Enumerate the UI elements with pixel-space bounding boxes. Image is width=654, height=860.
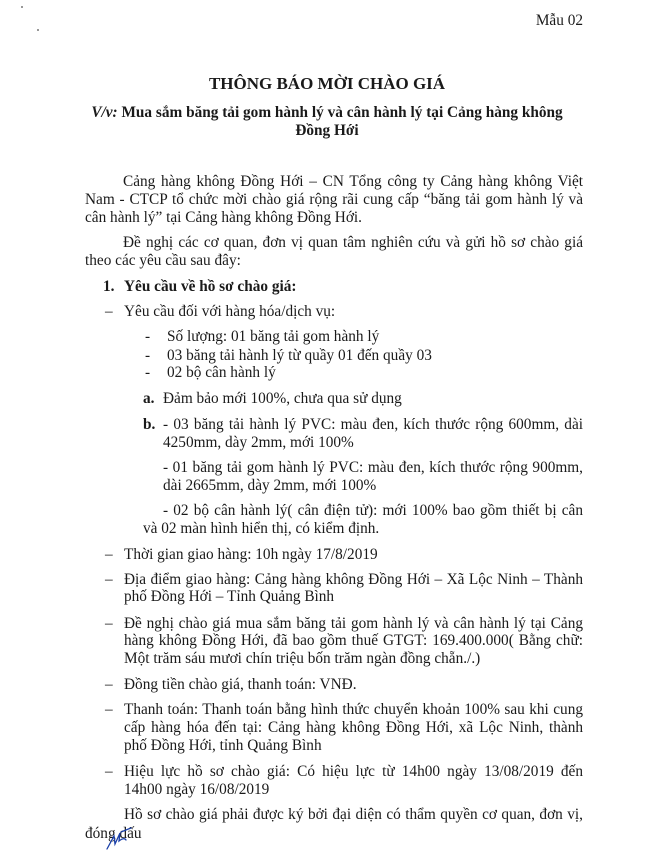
bullet-dash: –	[105, 546, 113, 563]
document-title: THÔNG BÁO MỜI CHÀO GIÁ	[208, 74, 446, 93]
item-b-label: b.	[143, 416, 156, 433]
sub-dash: -	[145, 328, 151, 345]
item-b-spec: và 02 màn hình hiển thị, có kiểm định.	[143, 520, 380, 537]
delivery-place: phố Đồng Hới – Tỉnh Quảng Bình	[124, 588, 335, 605]
bullet-dash: –	[105, 763, 113, 780]
bullet-dash: –	[105, 701, 113, 718]
validity-line: 14h00 ngày 16/08/2019	[124, 781, 270, 798]
payment-line: phố Đồng Hới, tỉnh Quảng Bình	[124, 737, 322, 754]
goods-label: Yêu cầu đối với hàng hóa/dịch vụ:	[124, 303, 336, 320]
request-line: Đề nghị các cơ quan, đơn vị quan tâm nghiên cứu và gửi hồ sơ chào giá	[123, 234, 583, 251]
delivery-place: Địa điểm giao hàng: Cảng hàng không Đồng Hới – Xã Lộc Ninh – Thành	[124, 571, 583, 588]
subject-line-1	[0, 104, 654, 122]
item-a-text: Đảm bảo mới 100%, chưa qua sử dụng	[163, 390, 402, 407]
bullet-dash: –	[105, 676, 113, 693]
section-number: 1.	[103, 278, 115, 295]
intro-line: Cảng hàng không Đồng Hới – CN Tổng công ty Cảng hàng không Việt	[123, 173, 583, 190]
item-b-spec: - 02 bộ cân hành lý( cân điện tử): mới 100% bao gồm thiết bị cân	[163, 502, 583, 519]
request-line: theo các yêu cầu sau đây:	[85, 252, 241, 269]
bullet-dash: –	[105, 571, 113, 588]
validity-line: Hiệu lực hồ sơ chào giá: Có hiệu lực từ 14h00 ngày 13/08/2019 đến	[124, 763, 583, 780]
price-line: hàng không Đồng Hới, đã bao gồm thuế GTGT: 169.400.000( Bằng chữ:	[124, 632, 583, 649]
subject-line-2: Đồng Hới	[295, 122, 359, 139]
item-b-spec: dài 2665mm, dày 2mm, mới 100%	[163, 477, 377, 494]
closing-line: đóng dấu	[85, 825, 142, 842]
section-heading: Yêu cầu về hồ sơ chào giá:	[124, 278, 297, 295]
quantity-item: 03 băng tải hành lý từ quầy 01 đến quầy 03	[167, 347, 432, 364]
bullet-dash: –	[105, 303, 113, 320]
signature-initials	[104, 824, 134, 852]
item-b-spec: 4250mm, dày 2mm, mới 100%	[163, 434, 354, 451]
intro-line: cân hành lý” tại Cảng hàng không Đồng Hới.	[85, 209, 363, 226]
delivery-time: Thời gian giao hàng: 10h ngày 17/8/2019	[124, 546, 378, 563]
quantity-item: 02 bộ cân hành lý	[167, 364, 276, 381]
sub-dash: -	[145, 347, 151, 364]
intro-line: Nam - CTCP tổ chức mời chào giá rộng rãi cung cấp “băng tải gom hành lý và	[85, 191, 583, 208]
payment-line: Thanh toán: Thanh toán bằng hình thức chuyển khoản 100% sau khi cung	[124, 701, 583, 718]
price-line: Đề nghị chào giá mua sắm băng tải gom hành lý và cân hành lý tại Cảng	[124, 615, 583, 632]
closing-line: Hồ sơ chào giá phải được ký bởi đại diện có thẩm quyền cơ quan, đơn vị,	[124, 806, 583, 823]
scan-speck	[37, 29, 39, 31]
bullet-dash: –	[105, 615, 113, 632]
form-label: Mẫu 02	[535, 12, 583, 29]
subject-text: Mua sắm băng tải gom hành lý và cân hành lý tại Cảng hàng không	[121, 104, 563, 121]
price-line: Một trăm sáu mươi chín triệu bốn trăm ngàn đồng chẵn./.)	[124, 650, 481, 667]
item-b-spec: - 03 băng tải hành lý PVC: màu đen, kích thước rộng 600mm, dài	[163, 416, 583, 433]
payment-line: cấp hàng hóa đến tại: Cảng hàng không Đồng Hới, xã Lộc Ninh, thành	[124, 719, 583, 736]
item-b-spec: - 01 băng tải gom hành lý PVC: màu đen, kích thước rộng 900mm,	[163, 459, 583, 476]
currency: Đồng tiền chào giá, thanh toán: VNĐ.	[124, 676, 357, 693]
quantity-item: Số lượng: 01 băng tải gom hành lý	[167, 328, 380, 345]
item-a-label: a.	[143, 390, 155, 407]
sub-dash: -	[145, 364, 151, 381]
scan-speck	[21, 6, 23, 8]
subject-prefix: V/v:	[91, 104, 118, 121]
